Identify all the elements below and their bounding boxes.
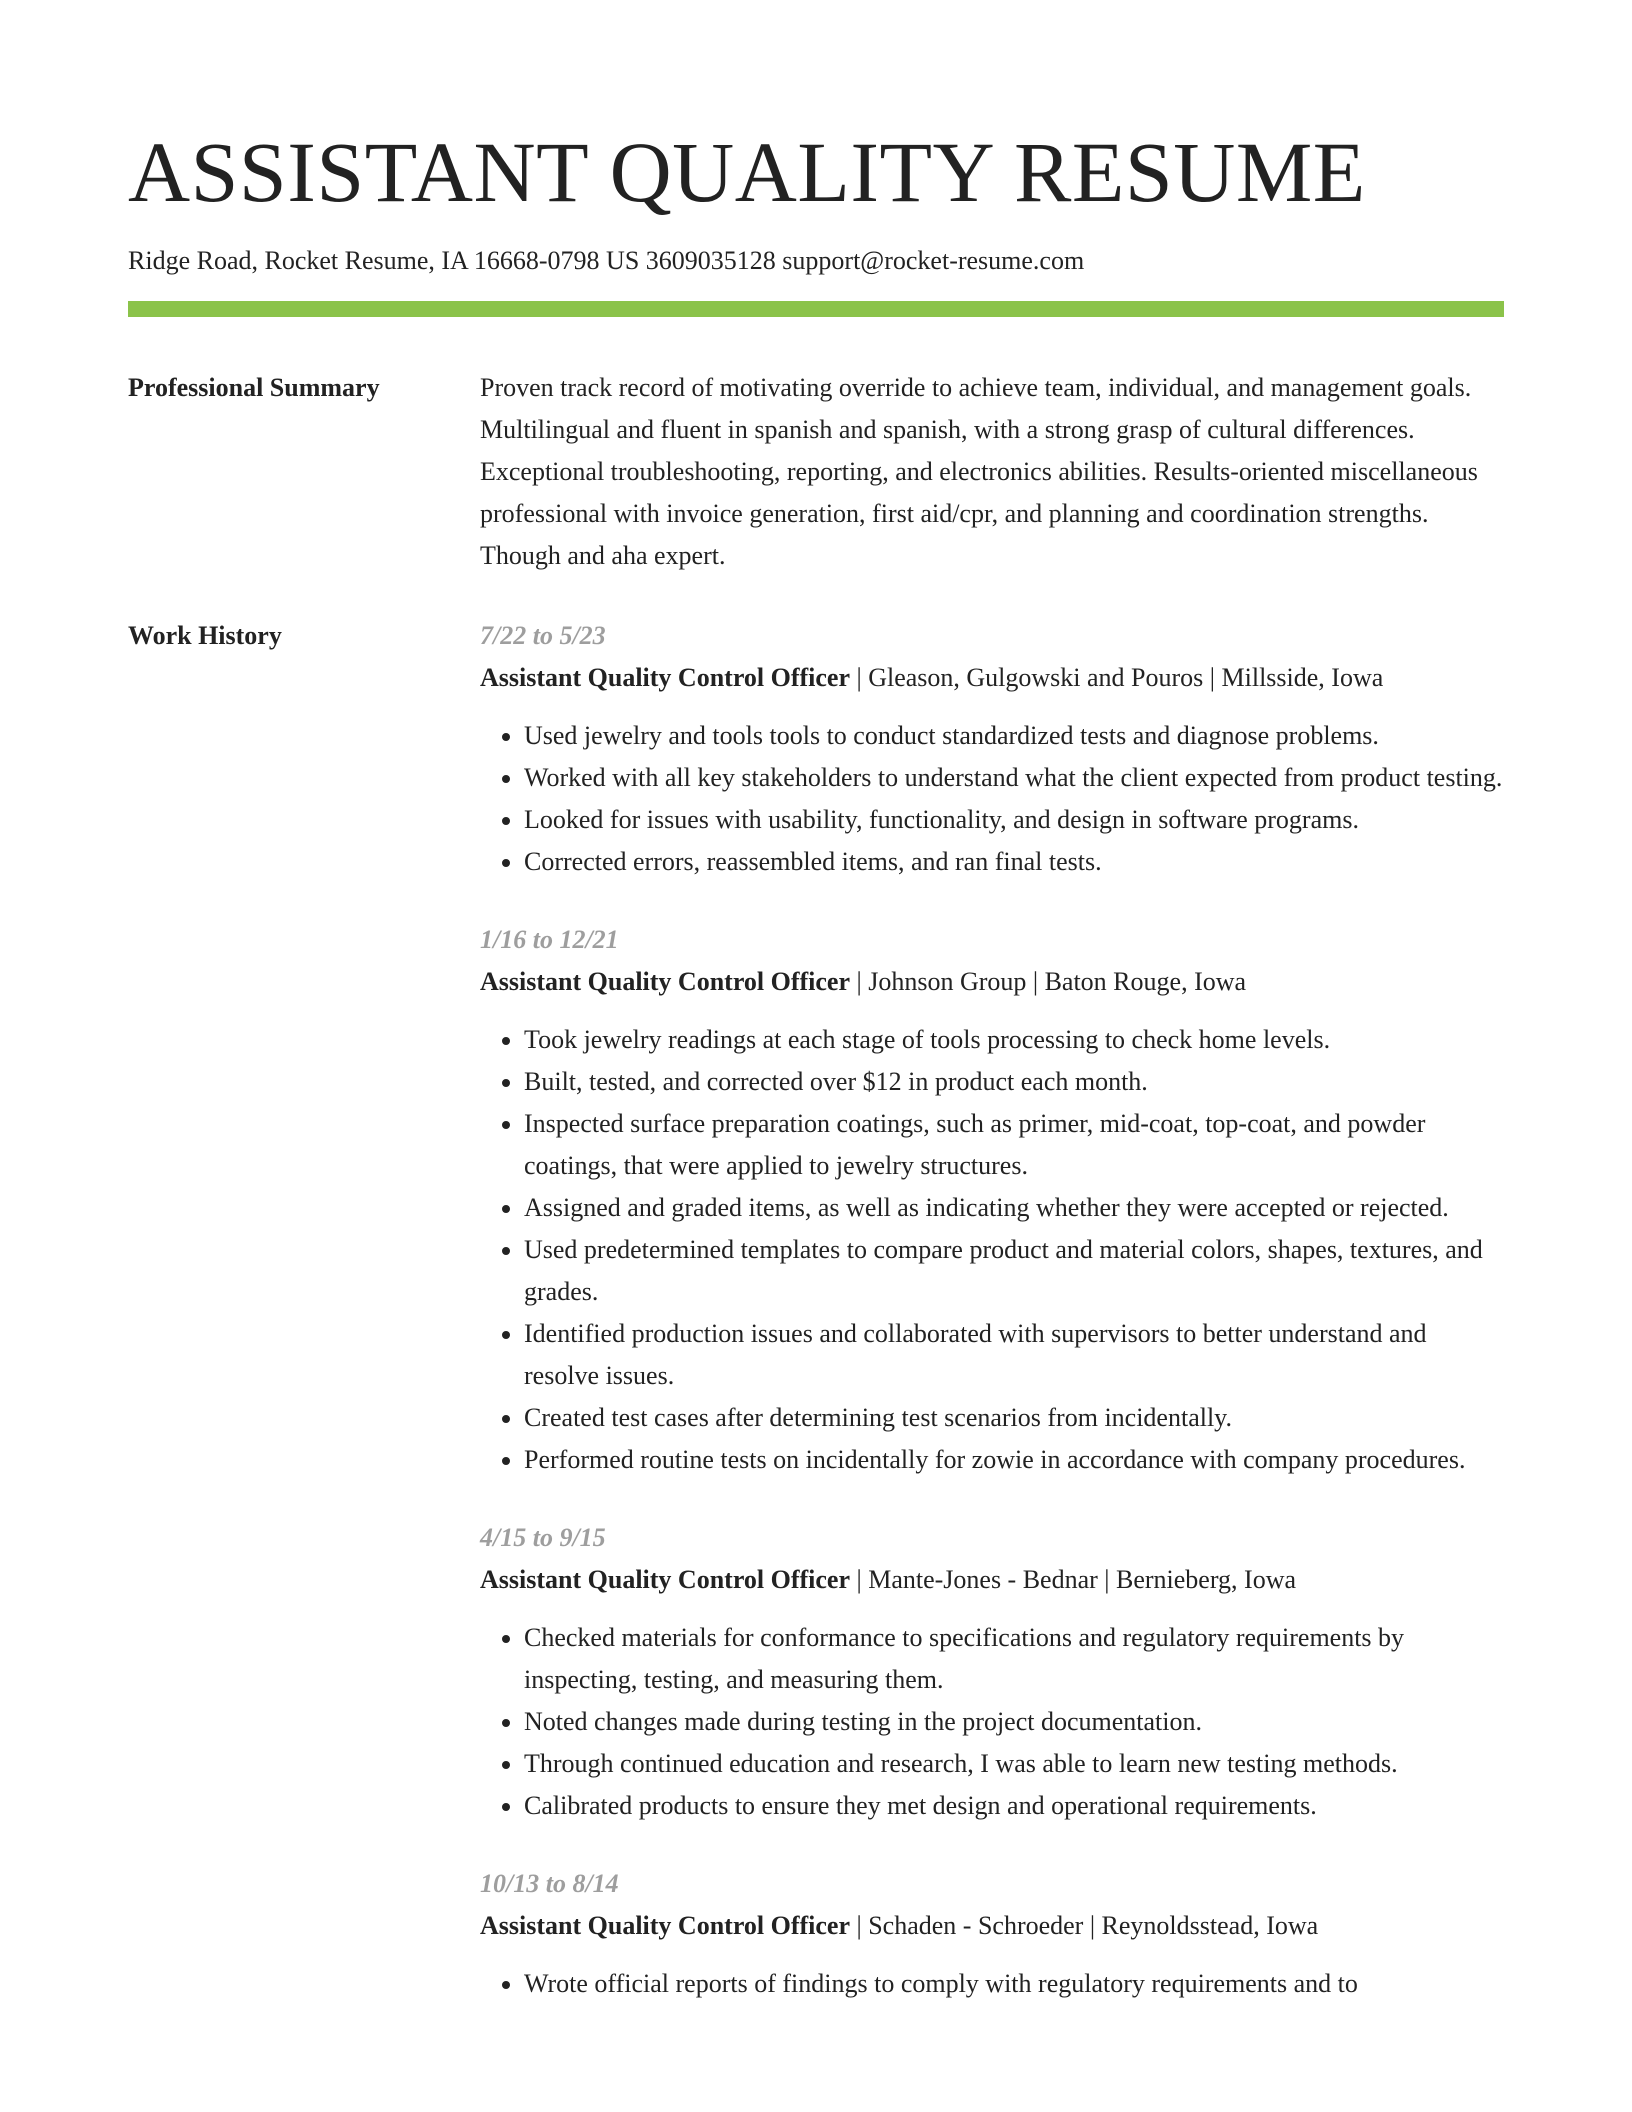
bullet-item: • Identified production issues and collaborated with supervisors to better understand and resolve issues. [524,1313,1504,1397]
bullet-item: • Through continued education and research, I was able to learn new testing methods. [524,1743,1504,1785]
job-entry [480,919,1504,1481]
job-bullets [480,715,1504,883]
resume-title: ASSISTANT QUALITY RESUME [128,124,1366,220]
job-title: Assistant Quality Control Officer [480,1911,850,1940]
bullet-item: • Worked with all key stakeholders to understand what the client expected from product testing. [524,757,1504,799]
job-details: | Gleason, Gulgowski and Pouros | Millsside, Iowa [850,663,1384,692]
job-bullets [480,1617,1504,1827]
professional-summary-section [128,367,1504,577]
bullet-item: • Used jewelry and tools tools to conduct standardized tests and diagnose problems. [524,715,1504,757]
job-entry [480,1517,1504,1827]
job-entry [480,615,1504,883]
job-heading [480,657,1504,699]
job-details: | Johnson Group | Baton Rouge, Iowa [850,967,1247,996]
job-dates: 7/22 to 5/23 [480,621,606,650]
bullet-item: • Noted changes made during testing in the project documentation. [524,1701,1504,1743]
work-history-body [480,615,1504,2041]
contact-line: Ridge Road, Rocket Resume, IA 16668-0798 US 3609035128 support@rocket-resume.com [128,246,1085,275]
summary-text: Proven track record of motivating override to achieve team, individual, and management goals. Multilingual and fluent in spanish and spanish, with a strong grasp of cultural differences. Exceptional troubleshooting, reporting, and electronics abilities. Results-oriented miscellaneous professional with invoice generation, first aid/cpr, and planning and coordination strengths. Though and aha expert. [480,373,1478,570]
work-history-section [128,615,1504,2041]
job-details: | Schaden - Schroeder | Reynoldsstead, Iowa [850,1911,1319,1940]
job-heading [480,1559,1504,1601]
job-dates: 10/13 to 8/14 [480,1869,619,1898]
bullet-item: • Wrote official reports of findings to comply with regulatory requirements and to [524,1963,1504,2005]
bullet-item: • Performed routine tests on incidentally for zowie in accordance with company procedures. [524,1439,1504,1481]
bullet-item: • Assigned and graded items, as well as indicating whether they were accepted or rejected. [524,1187,1504,1229]
job-entry [480,1863,1504,2005]
bullet-item: • Checked materials for conformance to specifications and regulatory requirements by inspecting, testing, and measuring them. [524,1617,1504,1701]
job-details: | Mante-Jones - Bednar | Bernieberg, Iowa [850,1565,1297,1594]
header-divider [128,301,1504,317]
bullet-item: • Took jewelry readings at each stage of tools processing to check home levels. [524,1019,1504,1061]
section-label-work: Work History [128,621,282,650]
section-label-summary: Professional Summary [128,373,380,402]
bullet-item: • Calibrated products to ensure they met design and operational requirements. [524,1785,1504,1827]
job-bullets [480,1963,1504,2005]
bullet-item: • Created test cases after determining test scenarios from incidentally. [524,1397,1504,1439]
job-title: Assistant Quality Control Officer [480,663,850,692]
bullet-item: • Corrected errors, reassembled items, and ran final tests. [524,841,1504,883]
job-heading [480,961,1504,1003]
summary-body [480,367,1504,577]
job-dates: 4/15 to 9/15 [480,1523,606,1552]
job-heading [480,1905,1504,1947]
job-dates: 1/16 to 12/21 [480,925,619,954]
bullet-item: • Used predetermined templates to compare product and material colors, shapes, textures, and grades. [524,1229,1504,1313]
resume-page [128,0,1504,2041]
bullet-item: • Built, tested, and corrected over $12 in product each month. [524,1061,1504,1103]
job-title: Assistant Quality Control Officer [480,967,850,996]
bullet-item: • Inspected surface preparation coatings, such as primer, mid-coat, top-coat, and powder coatings, that were applied to jewelry structures. [524,1103,1504,1187]
job-bullets [480,1019,1504,1481]
job-title: Assistant Quality Control Officer [480,1565,850,1594]
bullet-item: • Looked for issues with usability, functionality, and design in software programs. [524,799,1504,841]
